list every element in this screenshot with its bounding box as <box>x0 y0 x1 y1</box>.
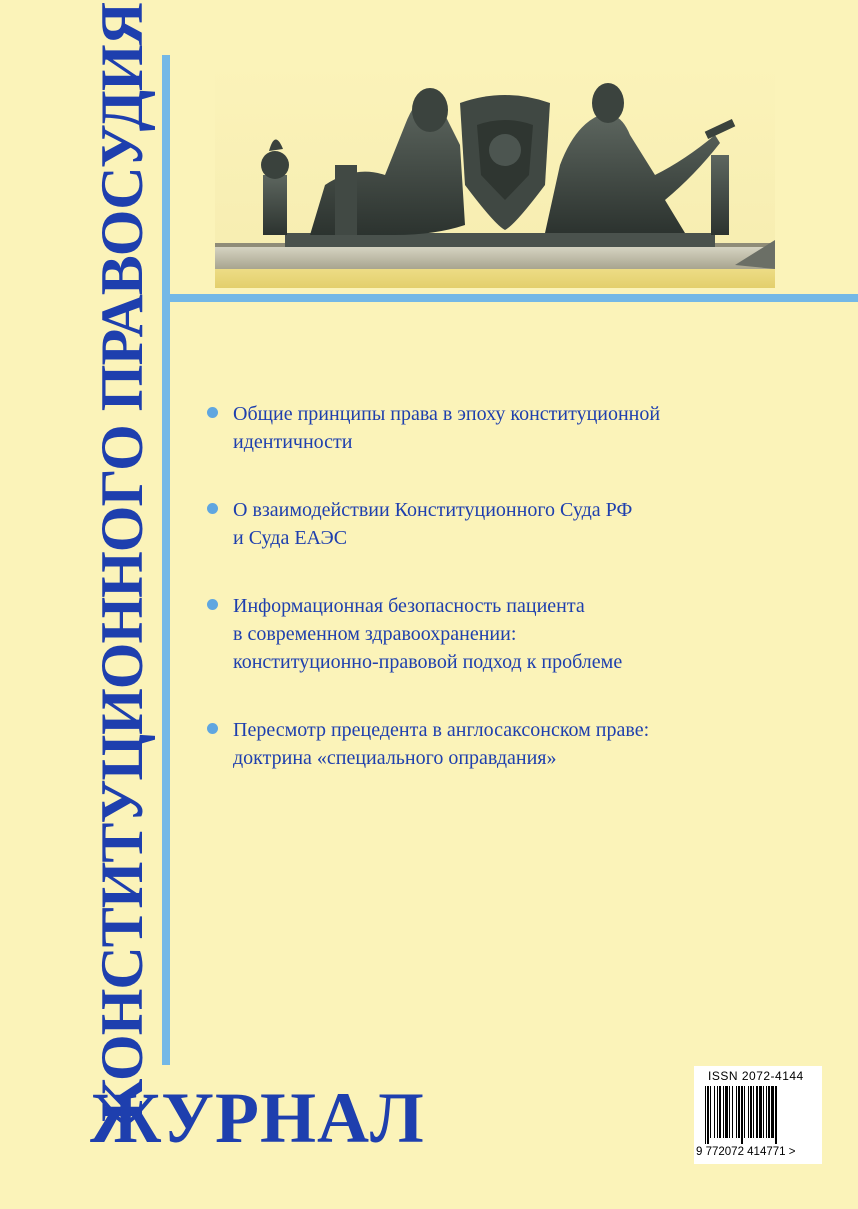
article-title: Пересмотр прецедента в англосаксонском праве: доктрина «специального оправдания» <box>233 719 650 769</box>
barcode-bar <box>756 1086 758 1138</box>
barcode-bar <box>775 1086 777 1144</box>
barcode-bar <box>723 1086 724 1138</box>
barcode-bar <box>710 1086 711 1138</box>
bullet-icon <box>207 723 218 734</box>
barcode-bar <box>763 1086 764 1138</box>
list-item <box>207 496 827 552</box>
list-item <box>207 716 827 772</box>
barcode-bar <box>717 1086 718 1138</box>
barcode-bar <box>736 1086 737 1138</box>
barcode <box>694 1066 822 1164</box>
bullet-icon <box>207 407 218 418</box>
list-item <box>207 592 827 676</box>
horizontal-accent-line <box>170 294 858 302</box>
barcode-digits: 9 772072 414771 > <box>696 1146 796 1158</box>
barcode-bar <box>750 1086 752 1138</box>
list-item <box>207 400 827 456</box>
barcode-bar <box>766 1086 767 1138</box>
barcode-bar <box>741 1086 743 1144</box>
article-title: Общие принципы права в эпоху конституционной идентичности <box>233 403 661 453</box>
barcode-bar <box>738 1086 740 1138</box>
barcode-bar <box>707 1086 709 1144</box>
journal-title-vertical <box>78 2 166 1122</box>
barcode-bar <box>744 1086 745 1138</box>
journal-word: ЖУРНАЛ <box>90 1078 425 1158</box>
barcode-bar <box>748 1086 749 1138</box>
journal-title-text: КОНСТИТУЦИОННОГО ПРАВОСУДИЯ <box>88 2 155 1122</box>
bullet-icon <box>207 503 218 514</box>
barcode-bar <box>725 1086 728 1138</box>
barcode-bar <box>732 1086 733 1138</box>
barcode-bar <box>719 1086 721 1138</box>
barcode-bar <box>753 1086 754 1138</box>
article-title: Информационная безопасность пациента в современном здравоохранении: конституционно-правовой подход к проблеме <box>233 595 623 673</box>
barcode-bars <box>705 1086 811 1144</box>
barcode-bar <box>768 1086 770 1138</box>
barcode-bar <box>714 1086 715 1138</box>
issn-label: ISSN 2072-4144 <box>708 1069 804 1083</box>
sculpture-photo <box>215 65 775 288</box>
barcode-bar <box>759 1086 762 1138</box>
barcode-bar <box>771 1086 774 1138</box>
bullet-icon <box>207 599 218 610</box>
contents-list <box>207 400 827 812</box>
barcode-bar <box>729 1086 730 1138</box>
barcode-bar <box>705 1086 706 1144</box>
article-title: О взаимодействии Конституционного Суда РФ и Суда ЕАЭС <box>233 499 633 549</box>
